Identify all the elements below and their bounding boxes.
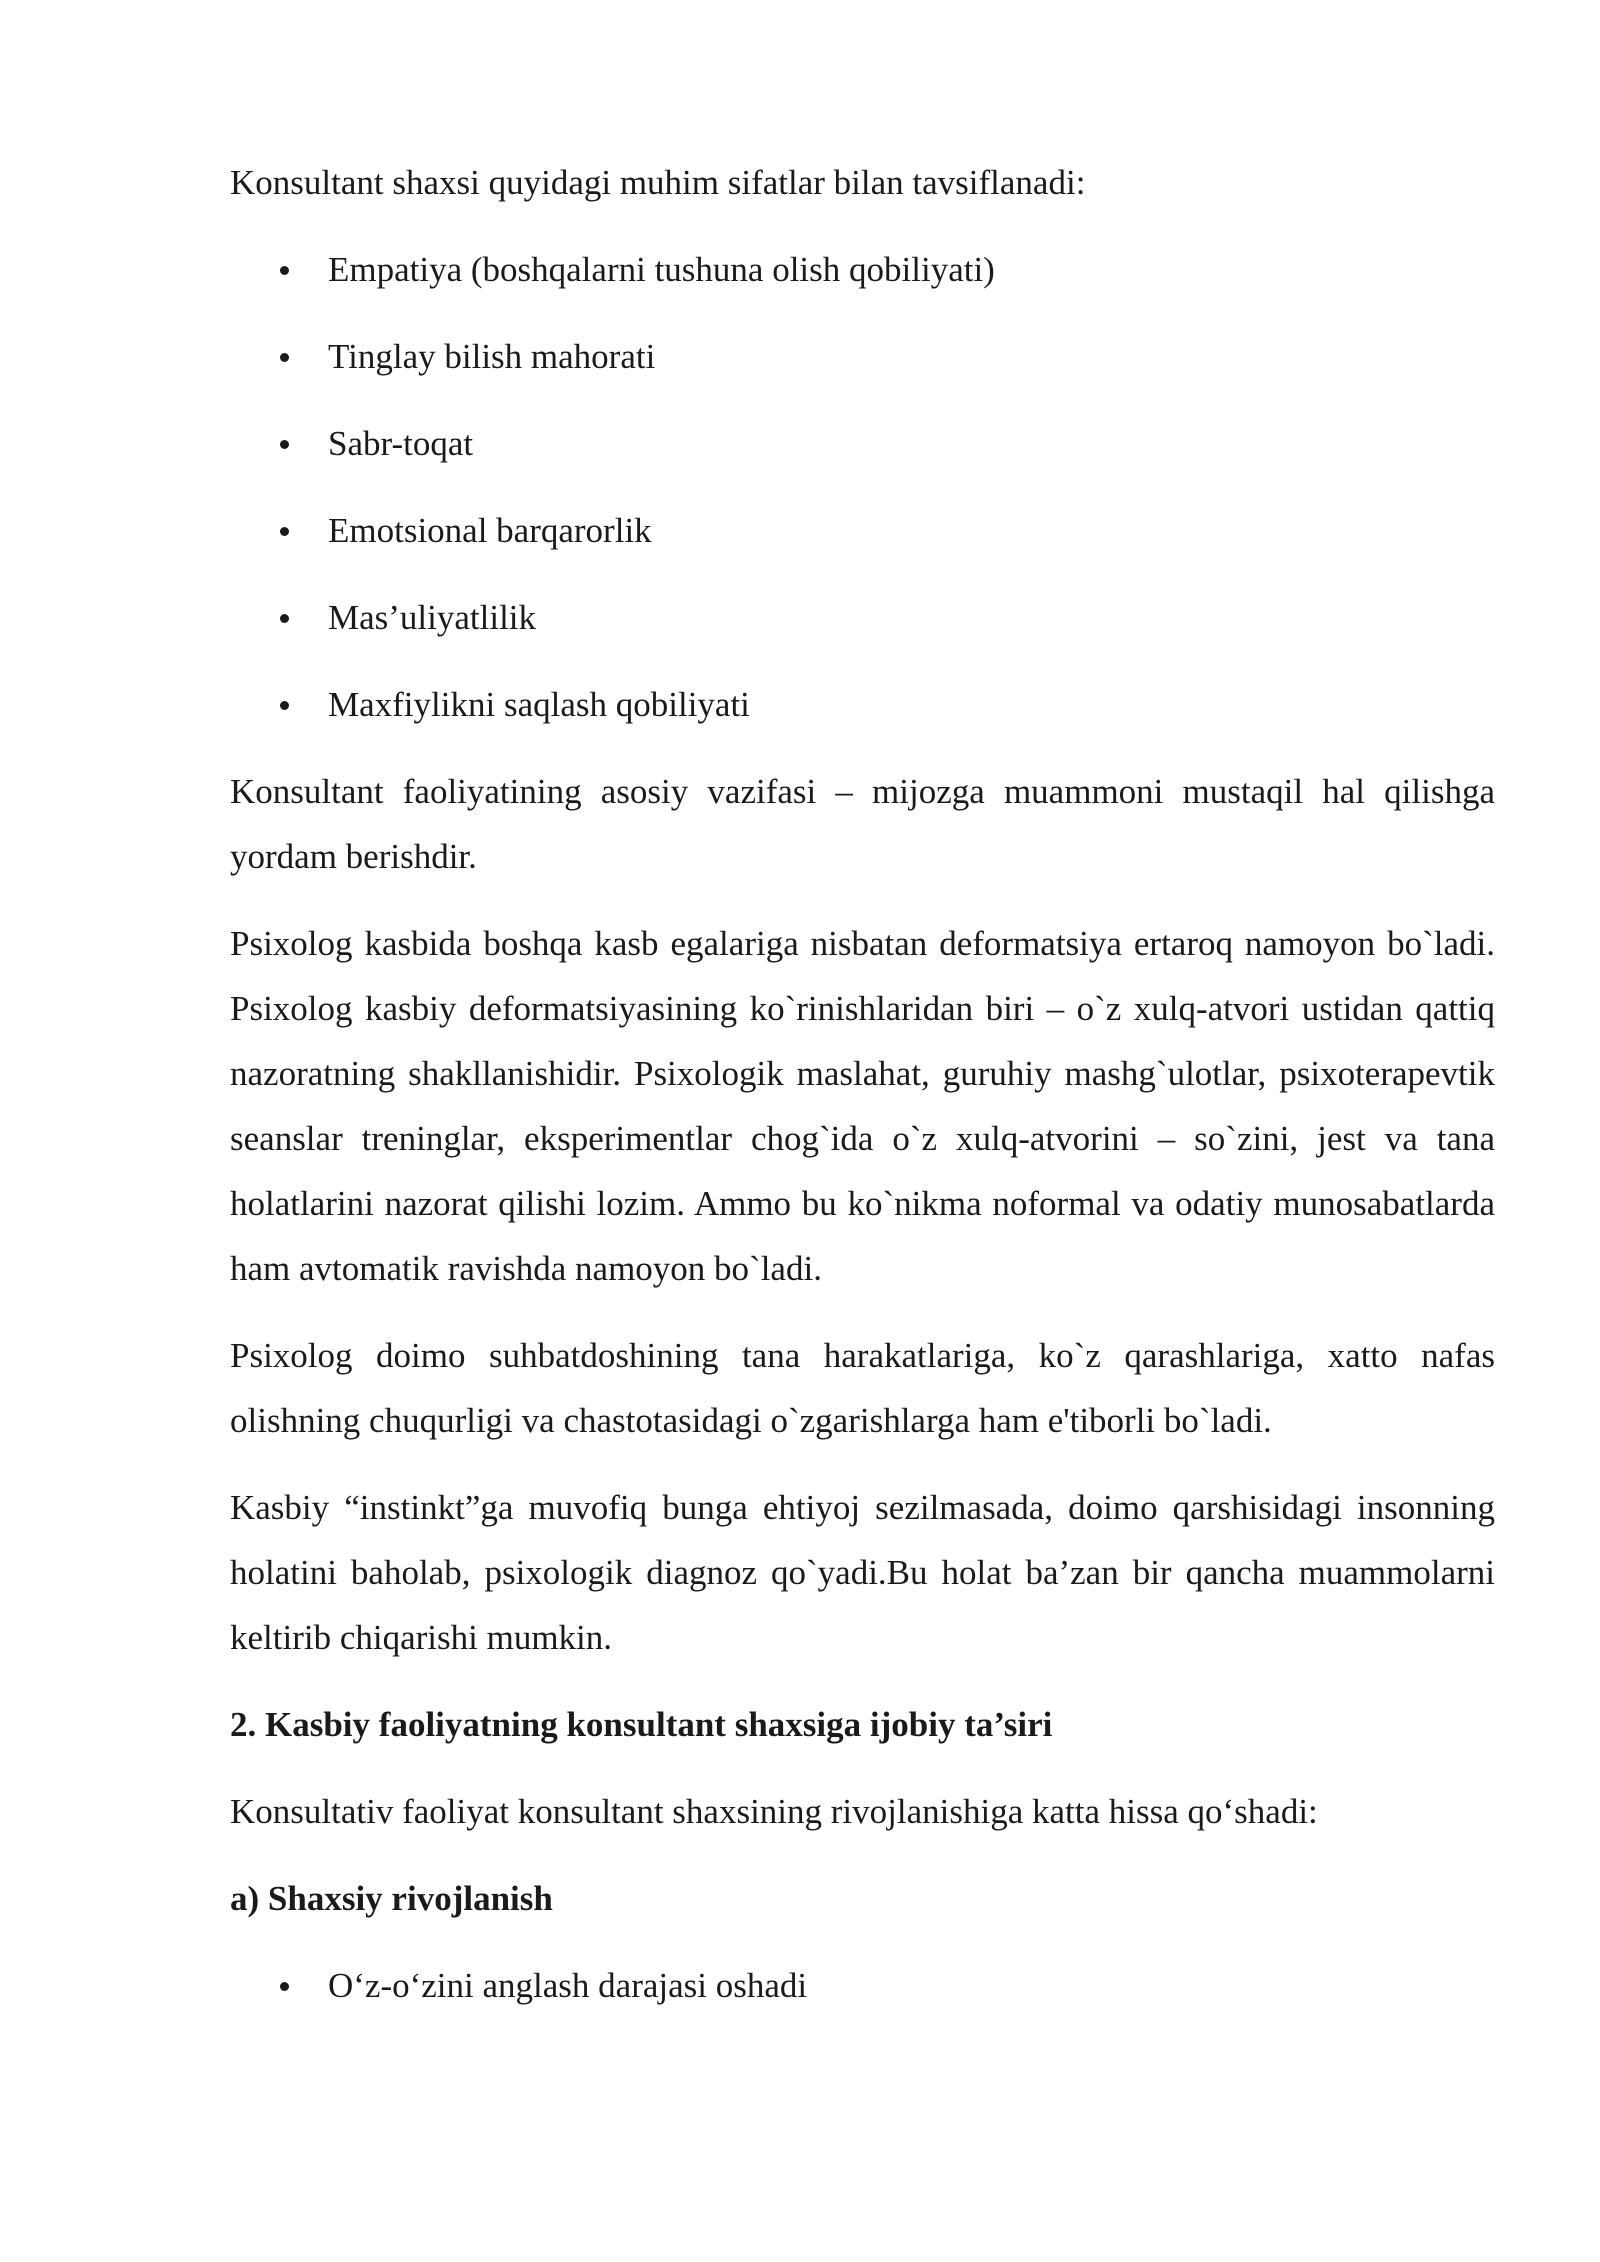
qualities-list xyxy=(230,237,1495,737)
list-item xyxy=(230,1953,1495,2018)
list-item xyxy=(230,237,1495,302)
list-item xyxy=(230,324,1495,389)
bullet-icon xyxy=(280,353,289,362)
instinct-paragraph: Kasbiy “instinkt”ga muvofiq bunga ehtiyoj sezilmasada, doimo qarshisidagi insonning holatini baholab, psixologik diagnoz qo`yadi.Bu holat ba’zan bir qancha muammolarni keltirib chiqarishi mumkin. xyxy=(230,1488,1495,1657)
section-heading: 2. Kasbiy faoliyatning konsultant shaxsiga ijobiy ta’siri xyxy=(230,1705,1053,1744)
list-item xyxy=(230,585,1495,650)
list-item xyxy=(230,672,1495,737)
bullet-icon xyxy=(280,701,289,710)
list-item xyxy=(230,411,1495,476)
bullet-icon xyxy=(280,440,289,449)
list-item-text: Sabr-toqat xyxy=(328,424,474,463)
list-item-text: O‘z-o‘zini anglash darajasi oshadi xyxy=(328,1966,808,2005)
subsection-heading: a) Shaxsiy rivojlanish xyxy=(230,1879,553,1918)
list-item-text: Mas’uliyatlilik xyxy=(328,598,537,637)
personal-growth-list xyxy=(230,1953,1495,2018)
list-item-text: Maxfiylikni saqlash qobiliyati xyxy=(328,685,750,724)
bullet-icon xyxy=(280,266,289,275)
bullet-icon xyxy=(280,527,289,536)
attention-paragraph: Psixolog doimo suhbatdoshining tana harakatlariga, ko`z qarashlariga, xatto nafas olishning chuqurligi va chastotasidagi o`zgarishlarga ham e'tiborli bo`ladi. xyxy=(230,1336,1495,1440)
contribution-paragraph: Konsultativ faoliyat konsultant shaxsining rivojlanishiga katta hissa qo‘shadi: xyxy=(230,1792,1318,1831)
list-item xyxy=(230,498,1495,563)
bullet-icon xyxy=(280,614,289,623)
deformation-paragraph: Psixolog kasbida boshqa kasb egalariga nisbatan deformatsiya ertaroq namoyon bo`ladi. Psixolog kasbiy deformatsiyasining ko`rinishlaridan biri – o`z xulq-atvori ustidan qattiq nazoratning shakllanishidir. Psixologik maslahat, guruhiy mashg`ulotlar, psixoterapevtik seanslar treninglar, eksperimentlar chog`ida o`z xulq-atvorini – so`zini, jest va tana holatlarini nazorat qilishi lozim. Ammo bu ko`nikma noformal va odatiy munosabatlarda ham avtomatik ravishda namoyon bo`ladi. xyxy=(230,924,1495,1288)
document-page xyxy=(230,150,1495,2040)
list-item-text: Tinglay bilish mahorati xyxy=(328,337,656,376)
bullet-icon xyxy=(280,1982,289,1991)
list-item-text: Empatiya (boshqalarni tushuna olish qobiliyati) xyxy=(328,250,995,289)
list-item-text: Emotsional barqarorlik xyxy=(328,511,652,550)
intro-paragraph: Konsultant shaxsi quyidagi muhim sifatlar bilan tavsiflanadi: xyxy=(230,163,1086,202)
task-paragraph: Konsultant faoliyatining asosiy vazifasi – mijozga muammoni mustaqil hal qilishga yordam berishdir. xyxy=(230,772,1495,876)
